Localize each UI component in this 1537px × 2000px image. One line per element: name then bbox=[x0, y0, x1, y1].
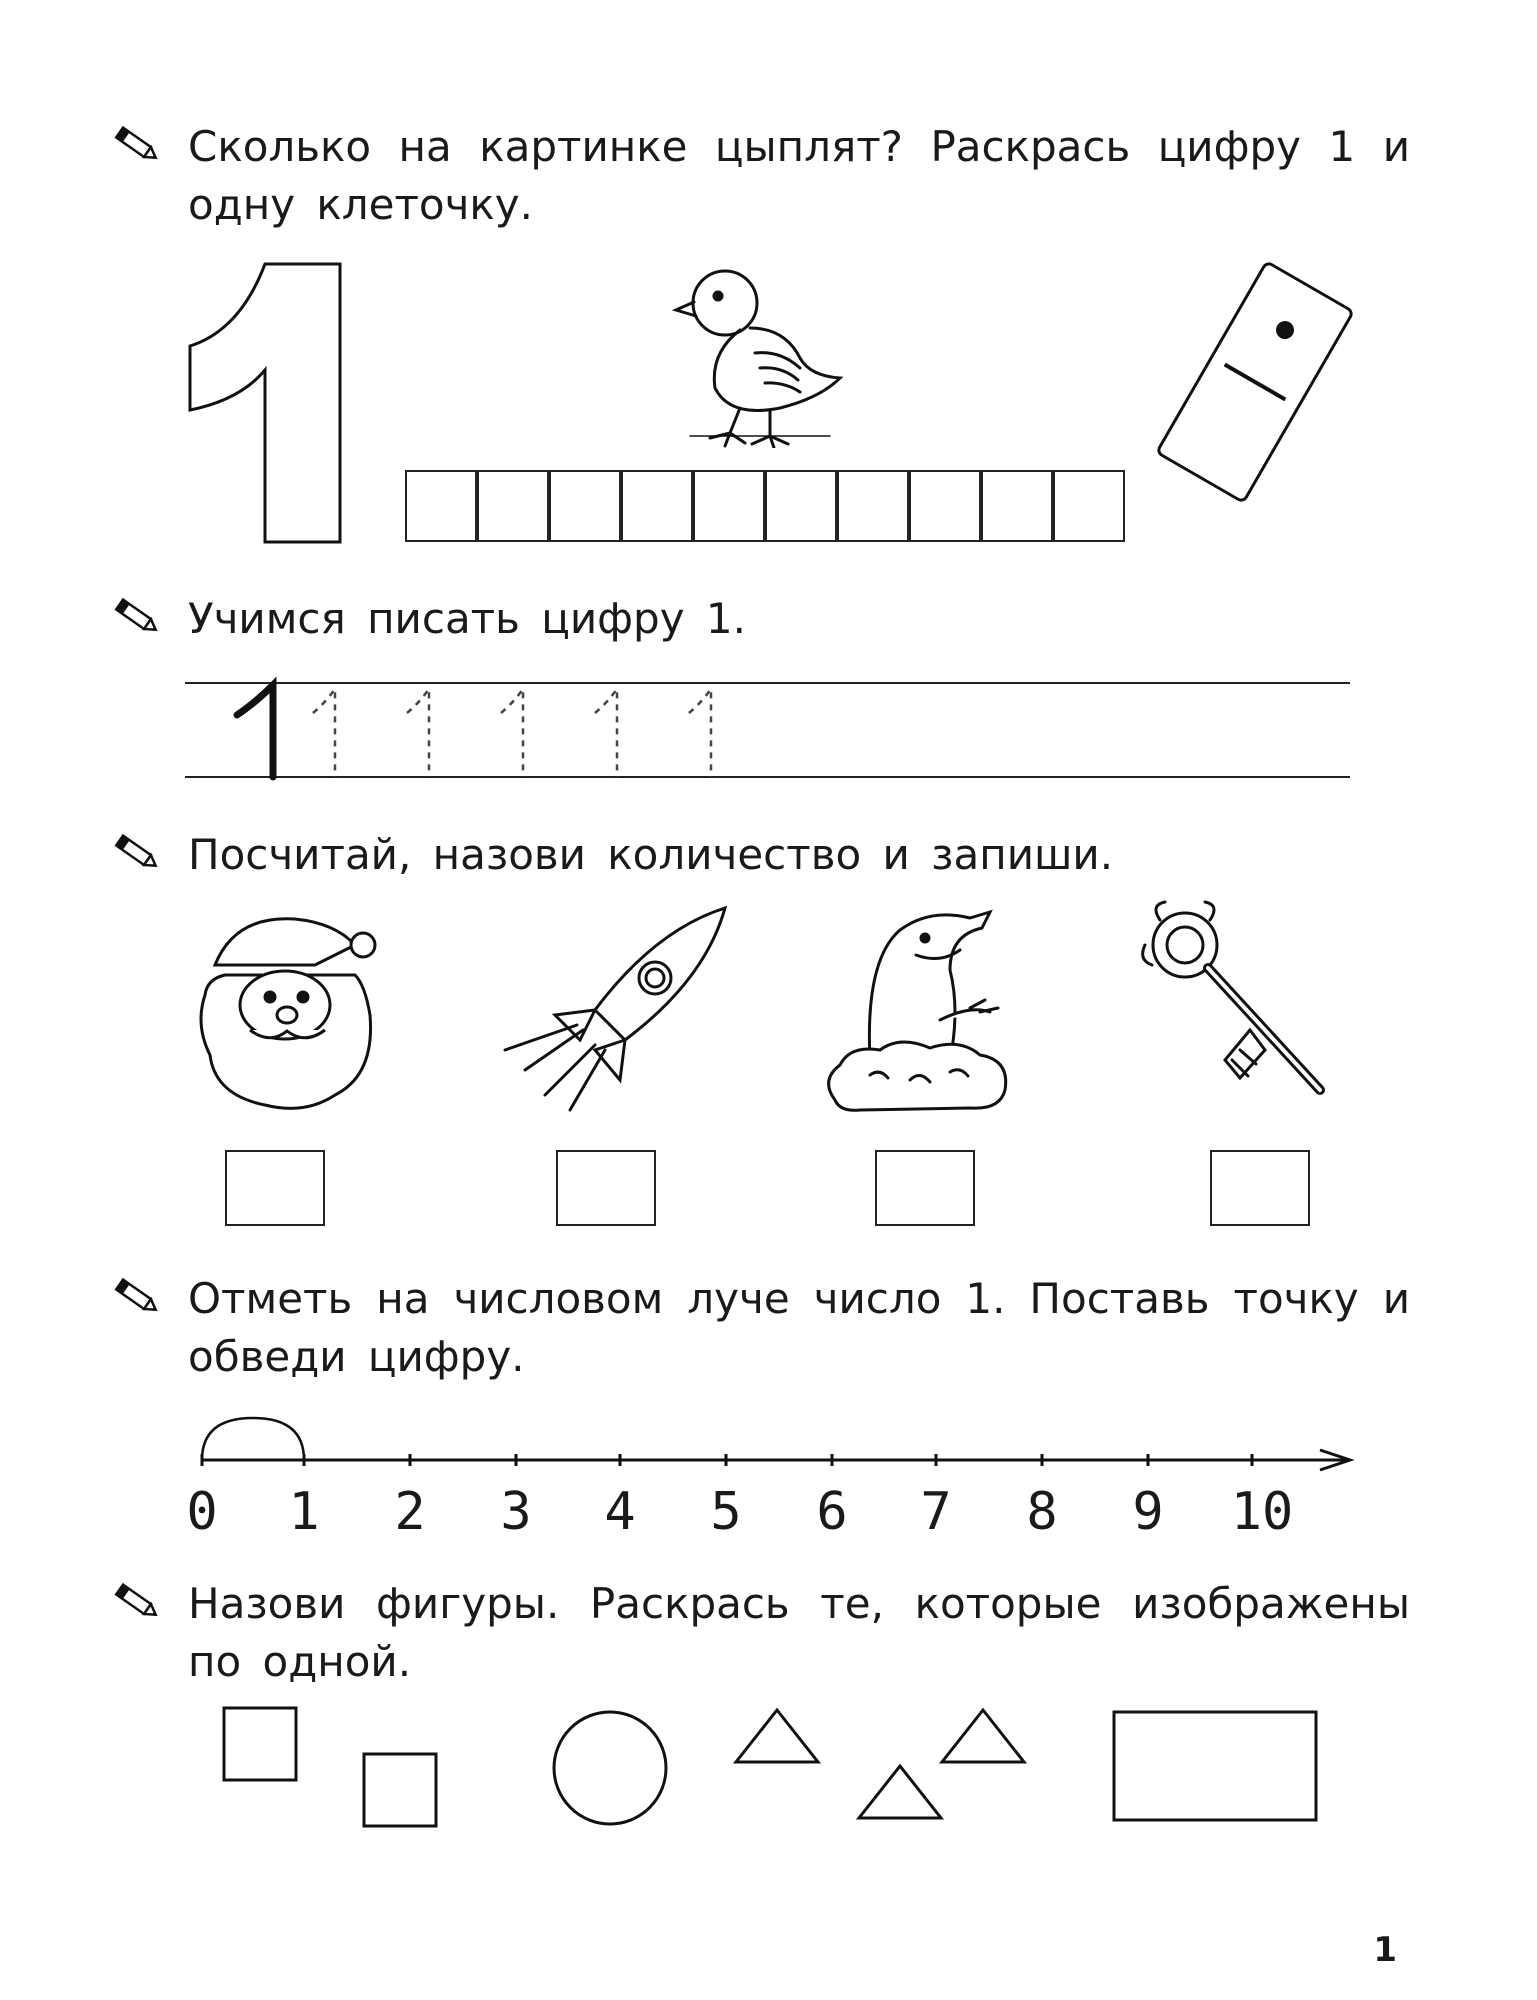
cell[interactable] bbox=[621, 470, 693, 542]
cell[interactable] bbox=[405, 470, 477, 542]
tick-label: 10 bbox=[1230, 1482, 1294, 1542]
cell[interactable] bbox=[765, 470, 837, 542]
unit-arc bbox=[202, 1418, 304, 1460]
santa-picture bbox=[195, 905, 385, 1115]
cell[interactable] bbox=[477, 470, 549, 542]
task-5-text: Назови фигуры. Раскрась те, которые изображены по одной. bbox=[188, 1579, 1410, 1686]
tick-label: 3 bbox=[500, 1482, 532, 1542]
answer-box[interactable] bbox=[556, 1150, 656, 1226]
triangle-shape[interactable] bbox=[942, 1710, 1024, 1762]
task-2-text: Учимся писать цифру 1. bbox=[188, 594, 746, 643]
rectangle-shape[interactable] bbox=[1114, 1712, 1316, 1820]
tick-label: 2 bbox=[394, 1482, 426, 1542]
answer-box[interactable] bbox=[875, 1150, 975, 1226]
pencil-icon bbox=[110, 826, 162, 878]
shapes-row bbox=[200, 1700, 1340, 1830]
key-picture bbox=[1140, 900, 1340, 1110]
pencil-icon bbox=[110, 118, 162, 170]
task-2 bbox=[110, 590, 1410, 648]
task-1 bbox=[110, 118, 1410, 234]
cell-strip bbox=[405, 470, 1135, 542]
triangle-shape[interactable] bbox=[736, 1710, 818, 1762]
domino-picture bbox=[1150, 262, 1360, 502]
tick-label: 5 bbox=[710, 1482, 742, 1542]
tick-label: 8 bbox=[1026, 1482, 1058, 1542]
mole-picture bbox=[820, 900, 1020, 1115]
big-digit-one[interactable] bbox=[180, 260, 350, 550]
task-5 bbox=[110, 1575, 1410, 1691]
page-number: 1 bbox=[1373, 1930, 1397, 1970]
number-line[interactable] bbox=[190, 1410, 1370, 1480]
square-shape[interactable] bbox=[224, 1708, 296, 1780]
pencil-icon bbox=[110, 1575, 162, 1627]
task-3 bbox=[110, 826, 1410, 884]
sample-digit bbox=[237, 685, 273, 777]
tick-label: 6 bbox=[816, 1482, 848, 1542]
square-shape[interactable] bbox=[364, 1754, 436, 1826]
cell[interactable] bbox=[693, 470, 765, 542]
task-1-text: Сколько на картинке цыплят? Раскрась цифру 1 и одну клеточку. bbox=[188, 122, 1410, 229]
cell[interactable] bbox=[1053, 470, 1125, 542]
answer-box[interactable] bbox=[225, 1150, 325, 1226]
tick-label: 9 bbox=[1132, 1482, 1164, 1542]
task-4 bbox=[110, 1270, 1410, 1386]
cell[interactable] bbox=[837, 470, 909, 542]
tick-label[interactable]: 1 bbox=[288, 1482, 320, 1542]
pencil-icon bbox=[110, 590, 162, 642]
cell[interactable] bbox=[549, 470, 621, 542]
cell[interactable] bbox=[981, 470, 1053, 542]
triangle-shape[interactable] bbox=[859, 1766, 941, 1818]
pencil-icon bbox=[110, 1270, 162, 1322]
tick-label: 0 bbox=[186, 1482, 218, 1542]
writing-practice[interactable] bbox=[185, 675, 1355, 785]
answer-box[interactable] bbox=[1210, 1150, 1310, 1226]
task-4-text: Отметь на числовом луче число 1. Поставь точку и обведи цифру. bbox=[188, 1274, 1410, 1381]
tick-label: 7 bbox=[920, 1482, 952, 1542]
chick-picture bbox=[670, 258, 850, 448]
task-3-text: Посчитай, назови количество и запиши. bbox=[188, 830, 1114, 879]
tick-label: 4 bbox=[604, 1482, 636, 1542]
rocket-picture bbox=[485, 900, 745, 1120]
circle-shape[interactable] bbox=[554, 1712, 666, 1824]
cell[interactable] bbox=[909, 470, 981, 542]
